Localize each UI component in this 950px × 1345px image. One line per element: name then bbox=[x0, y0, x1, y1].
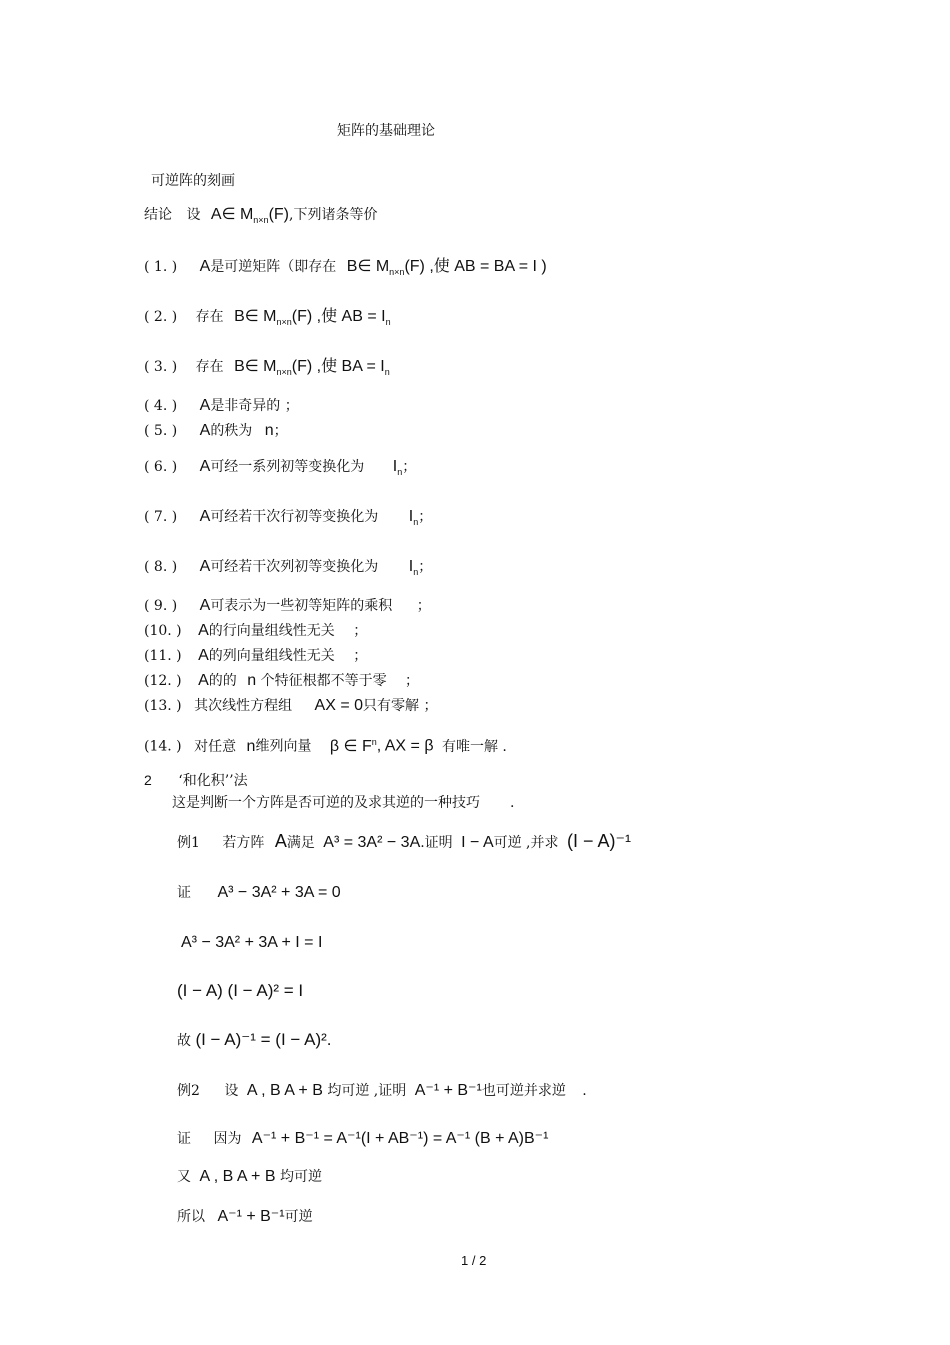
conclusion-tail: (F) bbox=[268, 206, 290, 223]
item-math: A bbox=[199, 397, 211, 414]
proof-label: 证 bbox=[177, 1131, 191, 1147]
item-text: 维列向量 bbox=[255, 738, 312, 755]
item-math: A bbox=[199, 422, 211, 439]
item-sub: n×n bbox=[389, 266, 405, 277]
example-text: .证明 bbox=[420, 835, 453, 851]
proof1-line2 bbox=[181, 934, 322, 952]
example-math: A⁻¹ + B⁻¹ bbox=[414, 1082, 482, 1099]
item-math: , AX = β bbox=[376, 737, 434, 755]
proof-equation: (I − A)⁻¹ = (I − A)². bbox=[195, 1030, 332, 1049]
item-number: ( 9. ) bbox=[144, 598, 178, 614]
item-number: ( 7. ) bbox=[144, 509, 178, 525]
list-item bbox=[144, 597, 431, 615]
page-title: 矩阵的基础理论 bbox=[337, 123, 435, 139]
item-text: 的的 bbox=[208, 673, 237, 689]
example-text: 满足 bbox=[286, 835, 315, 851]
proof-text: 又 bbox=[177, 1169, 191, 1185]
item-tail: ； bbox=[418, 509, 433, 525]
conclusion-sub: n×n bbox=[253, 214, 269, 225]
item-text: 可经若干次行初等变换化为 bbox=[210, 509, 379, 525]
item-math: n bbox=[246, 737, 256, 755]
list-item bbox=[144, 697, 437, 715]
item-tail: ； bbox=[353, 623, 368, 639]
item-sub: n bbox=[397, 466, 403, 477]
page-number: 1 / 2 bbox=[461, 1253, 487, 1268]
item-number: ( 1. ) bbox=[144, 259, 178, 275]
item-tail: ； bbox=[402, 459, 417, 475]
list-item bbox=[144, 308, 391, 331]
proof-math: A⁻¹ + B⁻¹ bbox=[217, 1208, 285, 1225]
item-text: 的秩为 bbox=[210, 423, 253, 439]
example1-line bbox=[177, 832, 631, 852]
item-number: (14. ) bbox=[144, 738, 182, 755]
list-item bbox=[144, 622, 367, 640]
item-math: β ∈ F bbox=[329, 737, 372, 755]
item-text: 的行向量组线性无关 bbox=[208, 623, 335, 639]
proof2-line2 bbox=[177, 1168, 322, 1186]
proof-text: 因为 bbox=[213, 1131, 242, 1147]
item-math: n bbox=[264, 422, 274, 439]
section2-title: ‘和化积’’法 bbox=[178, 773, 248, 789]
proof1-line4 bbox=[177, 1031, 332, 1050]
proof-equation: A³ − 3A² + 3A = 0 bbox=[217, 884, 341, 901]
item-text: 是非奇异的 ； bbox=[210, 398, 299, 414]
item-math: A bbox=[198, 672, 209, 689]
example-text: 设 bbox=[224, 1083, 239, 1099]
item-sub: n bbox=[413, 566, 419, 577]
example-math: I − A bbox=[461, 834, 494, 851]
item-math: B∈ M bbox=[234, 308, 277, 325]
list-item bbox=[144, 258, 547, 281]
item-math: A bbox=[198, 647, 209, 664]
conclusion-math: A∈ M bbox=[210, 206, 254, 223]
example-text: 可逆 ,并求 bbox=[493, 835, 559, 851]
example-text: 若方阵 bbox=[222, 835, 265, 851]
proof-text: 所以 bbox=[177, 1209, 205, 1225]
list-item bbox=[144, 358, 390, 381]
item-math: A bbox=[199, 597, 211, 614]
conclusion-text: 设 bbox=[186, 207, 201, 223]
item-math: A bbox=[198, 622, 209, 639]
item-text: 存在 bbox=[195, 309, 224, 325]
conclusion-line bbox=[144, 206, 377, 229]
item-tail: ； bbox=[353, 648, 368, 664]
item-text: 可经一系列初等变换化为 bbox=[210, 459, 365, 475]
list-item bbox=[144, 508, 432, 531]
proof1-line3 bbox=[177, 982, 303, 1001]
item-text: 可经若干次列初等变换化为 bbox=[210, 559, 379, 575]
proof-label: 证 bbox=[177, 885, 191, 901]
item-number: ( 3. ) bbox=[144, 359, 178, 375]
item-number: (13. ) bbox=[144, 698, 182, 714]
item-text: 只有零解 ； bbox=[363, 698, 438, 714]
proof-equation: (I − A) (I − A)² = I bbox=[177, 981, 304, 1000]
item-math: I bbox=[408, 558, 414, 575]
item-tail: ； bbox=[418, 559, 433, 575]
example-equation: A³ = 3A² − 3A bbox=[323, 834, 421, 851]
item-math: I bbox=[408, 508, 414, 525]
item-number: (10. ) bbox=[144, 623, 182, 639]
example-text: 均可逆 ,证明 bbox=[327, 1083, 407, 1099]
item-sub: n×n bbox=[276, 366, 292, 377]
item-math: n bbox=[247, 672, 257, 689]
item-tail: ； bbox=[405, 673, 420, 689]
item-tail: (F) ,使 AB = BA = I ) bbox=[404, 258, 547, 275]
proof2-line3 bbox=[177, 1208, 313, 1226]
list-item bbox=[144, 672, 419, 690]
item-number: ( 5. ) bbox=[144, 423, 178, 439]
conclusion-text2: ,下列诸条等价 bbox=[289, 207, 378, 223]
item-text: 个特征根都不等于零 bbox=[260, 673, 387, 689]
proof2-line1 bbox=[177, 1130, 548, 1148]
item-number: (12. ) bbox=[144, 673, 182, 689]
example-math: A , B A + B bbox=[246, 1082, 323, 1099]
item-math: I bbox=[392, 458, 398, 475]
list-item bbox=[144, 458, 416, 481]
example-label: 例2 bbox=[177, 1083, 200, 1099]
section2-description: 这是判断一个方阵是否可逆的及求其逆的一种技巧 . bbox=[172, 795, 515, 811]
item-math: B∈ M bbox=[346, 258, 390, 275]
item-number: ( 4. ) bbox=[144, 398, 178, 414]
list-item bbox=[144, 422, 288, 440]
item-text: 可表示为一些初等矩阵的乘积 bbox=[210, 598, 393, 614]
item-tail: (F) ,使 BA = I bbox=[291, 358, 385, 375]
proof1-line1 bbox=[177, 884, 341, 902]
item-text: 对任意 bbox=[194, 738, 237, 755]
example-math: A bbox=[274, 831, 287, 851]
item-text: 存在 bbox=[195, 359, 224, 375]
item-text: 的列向量组线性无关 bbox=[208, 648, 335, 664]
item-sub: n×n bbox=[276, 316, 292, 327]
item-math: A bbox=[199, 258, 211, 275]
proof-math: A , B A + B bbox=[199, 1168, 276, 1185]
item-sub: n bbox=[385, 316, 391, 327]
section2-heading bbox=[144, 771, 248, 790]
item-math: AX = 0 bbox=[314, 697, 364, 714]
list-item bbox=[144, 647, 367, 665]
proof-equation: A⁻¹ + B⁻¹ = A⁻¹(I + AB⁻¹) = A⁻¹ (B + A)B⁻¹ bbox=[251, 1130, 549, 1147]
item-text: 有唯一解 . bbox=[441, 738, 507, 755]
example-label: 例1 bbox=[177, 835, 200, 851]
item-math: A bbox=[199, 558, 211, 575]
item-tail: (F) ,使 AB = I bbox=[291, 308, 386, 325]
section-heading: 可逆阵的刻画 bbox=[151, 173, 235, 189]
list-item bbox=[144, 558, 432, 581]
item-text: 其次线性方程组 bbox=[194, 698, 293, 714]
proof-text: 均可逆 bbox=[279, 1169, 322, 1185]
item-math: A bbox=[199, 458, 211, 475]
example-text: . bbox=[582, 1083, 587, 1099]
item-sup: n bbox=[371, 737, 377, 747]
proof-text: 可逆 bbox=[284, 1209, 313, 1225]
example-text: 也可逆并求逆 bbox=[481, 1083, 566, 1099]
item-sub: n bbox=[413, 516, 419, 527]
proof-text: 故 bbox=[177, 1033, 191, 1049]
list-item bbox=[144, 733, 507, 756]
section2-number: 2 bbox=[144, 772, 152, 788]
item-number: ( 8. ) bbox=[144, 559, 178, 575]
item-number: ( 2. ) bbox=[144, 309, 178, 325]
item-number: (11. ) bbox=[144, 648, 182, 664]
conclusion-label: 结论 bbox=[144, 207, 172, 223]
item-sub: n bbox=[384, 366, 390, 377]
item-number: ( 6. ) bbox=[144, 459, 178, 475]
item-math: A bbox=[199, 508, 211, 525]
item-tail: ； bbox=[273, 423, 288, 439]
item-text: 是可逆矩阵（即存在 bbox=[210, 259, 337, 275]
item-math: B∈ M bbox=[234, 358, 277, 375]
proof-equation: A³ − 3A² + 3A + I = I bbox=[181, 934, 323, 951]
item-tail: ； bbox=[416, 598, 431, 614]
list-item bbox=[144, 397, 299, 415]
example2-line bbox=[177, 1082, 587, 1100]
example-math: (I − A)⁻¹ bbox=[566, 831, 631, 851]
